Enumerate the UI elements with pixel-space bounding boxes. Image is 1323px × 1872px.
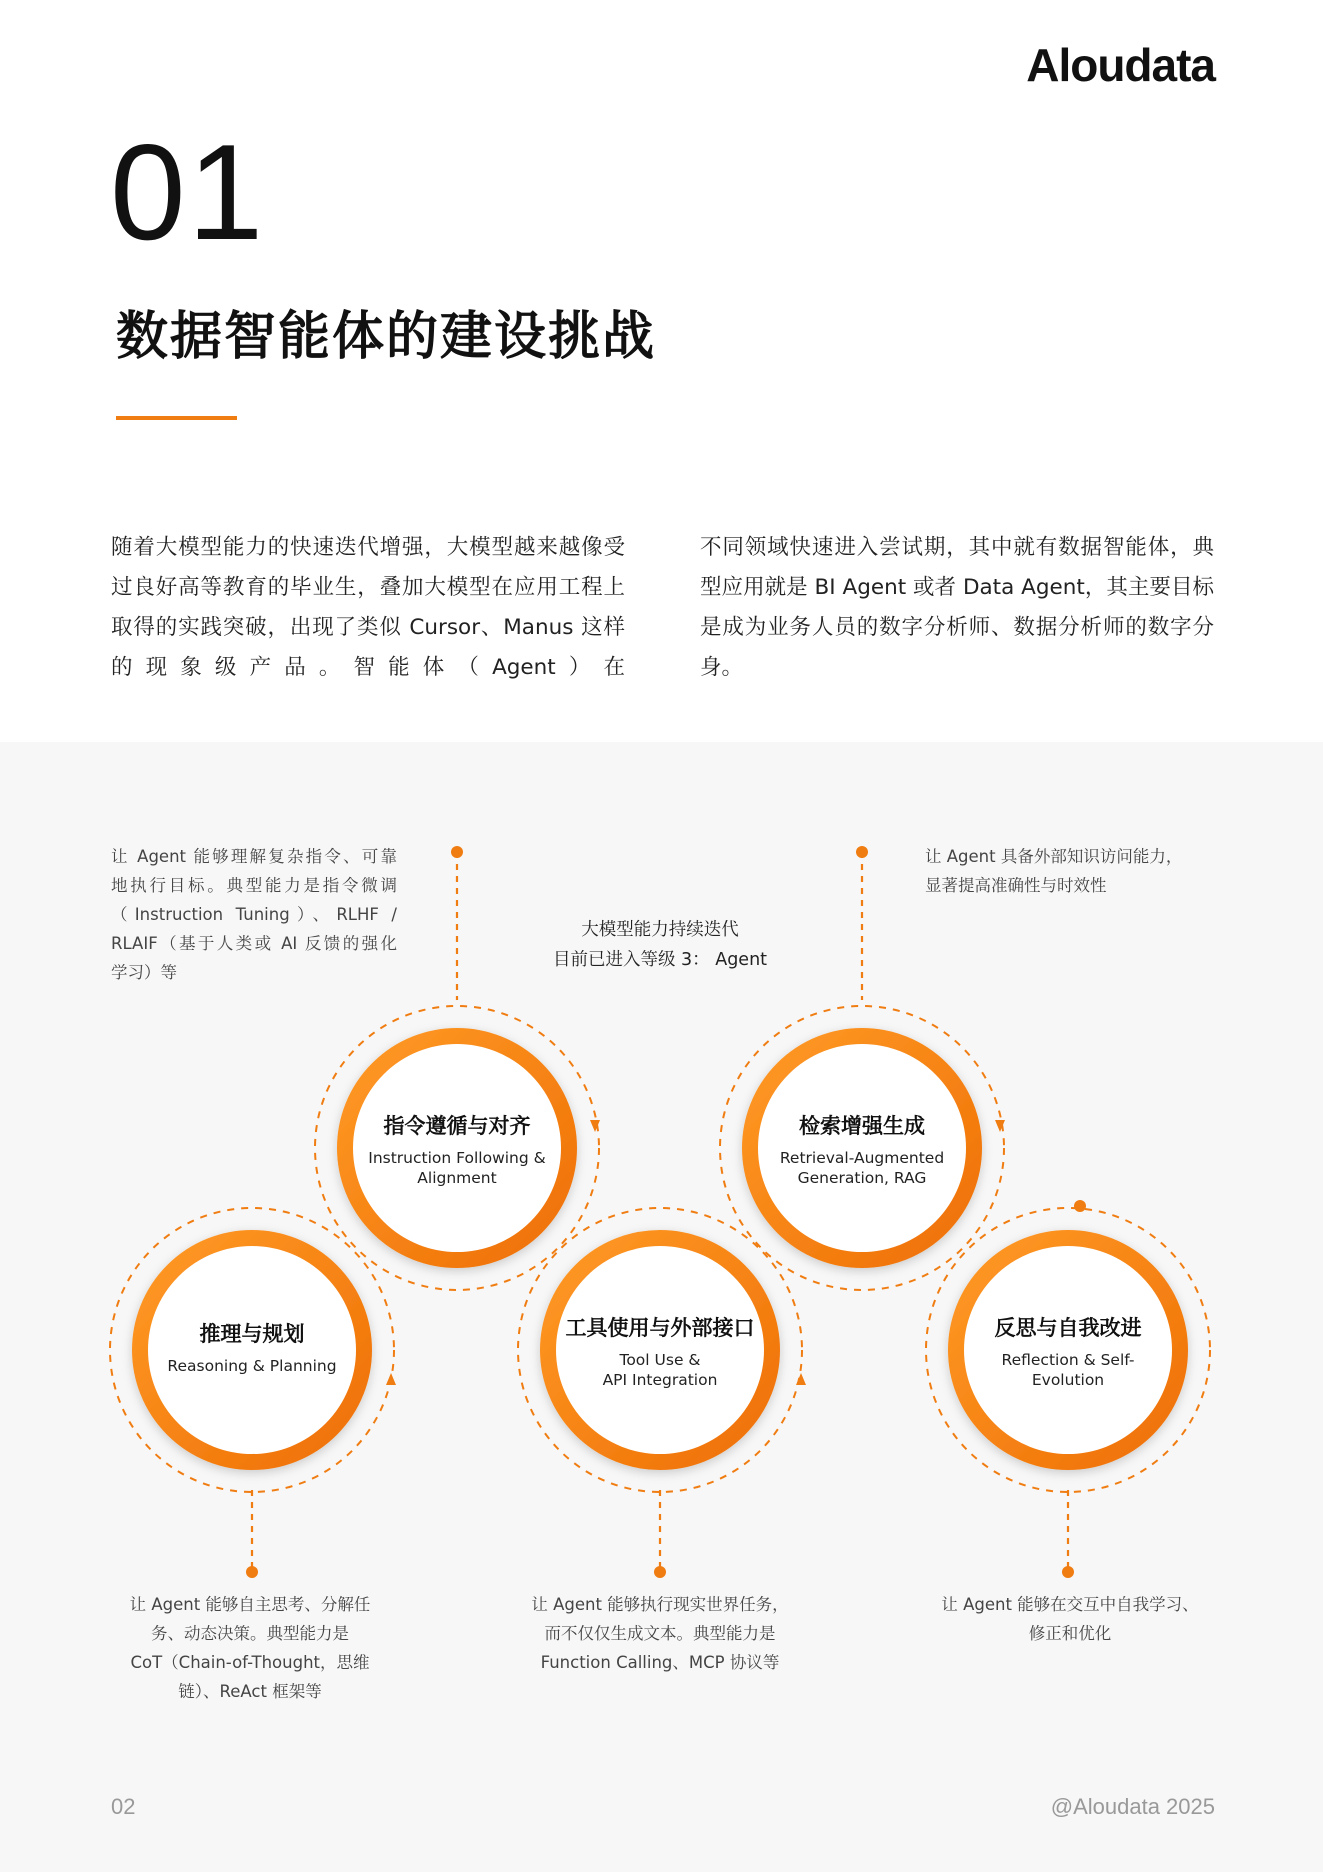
title-accent-rule — [116, 416, 237, 420]
copyright-text: @Aloudata 2025 — [1050, 1794, 1215, 1819]
note-tool-use — [505, 1590, 815, 1677]
node-subtitle: Reflection & Self- — [1001, 1351, 1135, 1369]
note-rag — [925, 842, 1225, 900]
node-title: 检索增强生成 — [799, 1114, 925, 1138]
connector-dot-tool — [654, 1566, 666, 1578]
note-line: RLAIF（基于人类或 AI 反馈的强化 — [111, 934, 397, 953]
arrow-head-tool — [796, 1373, 806, 1385]
node-subtitle: Alignment — [417, 1169, 497, 1187]
note-line: CoT（Chain-of-Thought，思维 — [130, 1653, 370, 1672]
center-note-line-1: 大模型能力持续迭代 — [581, 920, 739, 940]
node-title: 推理与规划 — [199, 1322, 305, 1346]
note-line: 让 Agent 能够执行现实世界任务， — [531, 1595, 789, 1614]
node-title: 反思与自我改进 — [994, 1316, 1142, 1340]
note-line: 让 Agent 能够理解复杂指令、可靠 — [111, 847, 397, 866]
note-line: 务、动态决策。典型能力是 — [151, 1624, 349, 1643]
chapter-number: 01 — [110, 116, 266, 268]
connector-dot-reasoning — [246, 1566, 258, 1578]
center-note-line-2: 目前已进入等级 3： Agent — [552, 950, 768, 970]
node-title: 工具使用与外部接口 — [565, 1316, 755, 1340]
node-subtitle: API Integration — [602, 1371, 718, 1389]
note-line: 让 Agent 能够自主思考、分解任 — [129, 1595, 371, 1614]
note-line: 显著提高准确性与时效性 — [925, 876, 1107, 895]
node-subtitle: Retrieval-Augmented — [779, 1149, 945, 1167]
node-rag — [757, 1110, 967, 1188]
intro-paragraph-left: 随着大模型能力的快速迭代增强，大模型越来越像受过良好高等教育的毕业生，叠加大模型在应用工程上取得的实践突破，出现了类似 Cursor、Manus 这样的现象级产品。智能体（Agent）在 — [111, 535, 625, 680]
note-line: 修正和优化 — [1028, 1624, 1112, 1643]
node-subtitle: Instruction Following & — [368, 1149, 546, 1167]
page-number: 02 — [111, 1794, 136, 1819]
note-line: 让 Agent 具备外部知识访问能力， — [925, 847, 1183, 866]
node-subtitle: Evolution — [1031, 1371, 1105, 1389]
note-line: 让 Agent 能够在交互中自我学习、 — [941, 1595, 1199, 1614]
note-line: 链）、ReAct 框架等 — [178, 1682, 322, 1701]
note-reasoning — [100, 1590, 400, 1706]
page-title: 数据智能体的建设挑战 — [116, 307, 657, 367]
arrow-head-reasoning — [386, 1373, 396, 1385]
note-line: 而不仅仅生成文本。典型能力是 — [544, 1624, 776, 1643]
note-reflection — [915, 1590, 1225, 1648]
node-reflection — [963, 1312, 1173, 1390]
node-subtitle: Generation, RAG — [797, 1169, 927, 1187]
note-instruction-following — [111, 842, 397, 987]
connector-dot-reflection — [1062, 1566, 1074, 1578]
note-line: 学习）等 — [111, 963, 177, 982]
note-line: 地执行目标。典型能力是指令微调 — [111, 876, 397, 895]
node-tool-use — [555, 1312, 765, 1390]
connector-dot-reflection-top — [1074, 1200, 1086, 1212]
node-title: 指令遵循与对齐 — [383, 1114, 531, 1138]
connector-dot-rag — [856, 846, 868, 858]
connector-dot-instruction — [451, 846, 463, 858]
node-reasoning — [147, 1318, 357, 1376]
node-subtitle: Tool Use & — [619, 1351, 701, 1369]
brand-logo: Aloudata — [1026, 39, 1215, 91]
note-line: Function Calling、MCP 协议等 — [540, 1653, 780, 1672]
intro-paragraph-right: 不同领域快速进入尝试期，其中就有数据智能体，典型应用就是 BI Agent 或者 Data Agent，其主要目标是成为业务人员的数字分析师、数据分析师的数字分身。 — [700, 535, 1214, 680]
node-subtitle: Reasoning & Planning — [167, 1357, 337, 1375]
note-line: （Instruction Tuning）、RLHF / — [111, 905, 397, 924]
center-note — [460, 915, 860, 975]
node-instruction-following — [352, 1110, 562, 1188]
